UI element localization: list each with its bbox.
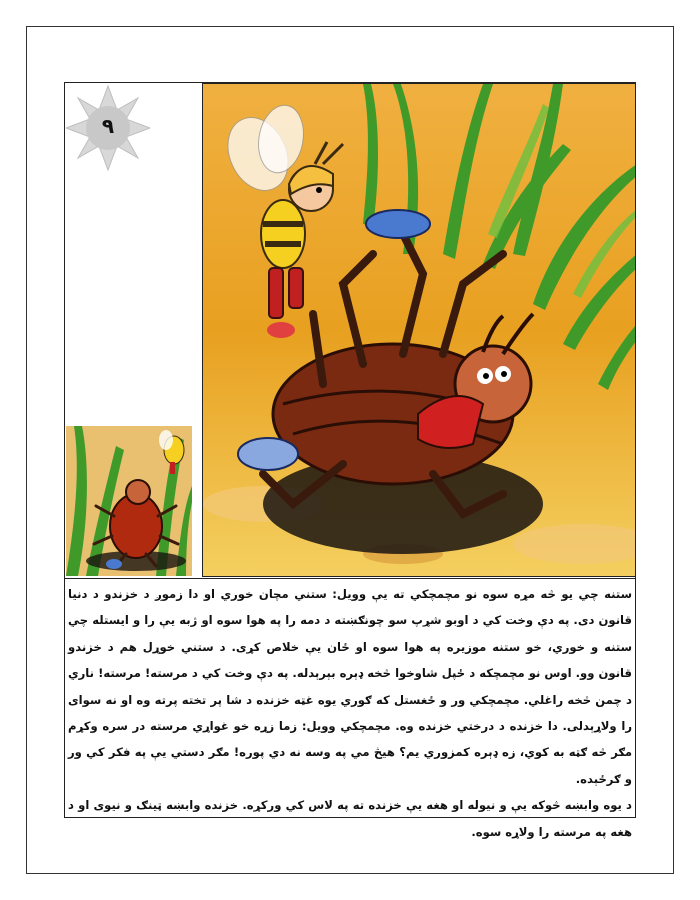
beetle-and-bee-illustration — [203, 84, 636, 577]
star-badge-icon — [66, 84, 150, 192]
page-number: ٩ — [101, 114, 115, 138]
page-number-badge — [66, 84, 150, 192]
story-paragraph: ستنه چي يو څه مړه سوه نو مچمچکي ته يې وويل: ستني مچان خوري او دا زموږ د خزندو د دنيا قانون دی. په دې وخت کي د اوبو شړپ سو چونګښته د دمه را په هوا سوه او ژبه يې را و ايستله چي ستنه و خوري، خو ستنه موزيره په هوا سوه او ځان يې خلاص کړی. د ستني خوړل هم د خزندو قانون وو. اوس نو مچمچکه د ځپل شاوخوا څخه ډېره بېرېدله. په دې وخت کي د مرسته! مرسته! ناري د چمن څخه راغلي. مچمچکي ور و ځغستل که ګوري يوه غټه خزنده د شا پر تخته پرته وه او نه سوای را ولاړېدلی. دا خزنده د درختي خزنده وه. مچمچکي وويل: زما زړه خو غواړي مرسته در سره وکړم مګر څه ګټه به کوي، زه ډېره کمزوري يم؟ هيڅ مي په وسه نه دي پوره! مګر دستي يې په فکر کي ور و ګرځېده. — [68, 587, 632, 786]
main-illustration — [202, 83, 636, 577]
thumbnail-beetle-illustration — [66, 426, 192, 576]
story-text — [64, 578, 636, 839]
thumbnail-illustration — [66, 426, 192, 576]
story-paragraph: د يوه وابښه څوکه يې و نيوله او هغه يې خزنده ته په لاس کي ورکړه. خزنده وابښه ټينګ و نيوی او د هغه په مرسته را ولاړه سوه. — [68, 798, 632, 839]
